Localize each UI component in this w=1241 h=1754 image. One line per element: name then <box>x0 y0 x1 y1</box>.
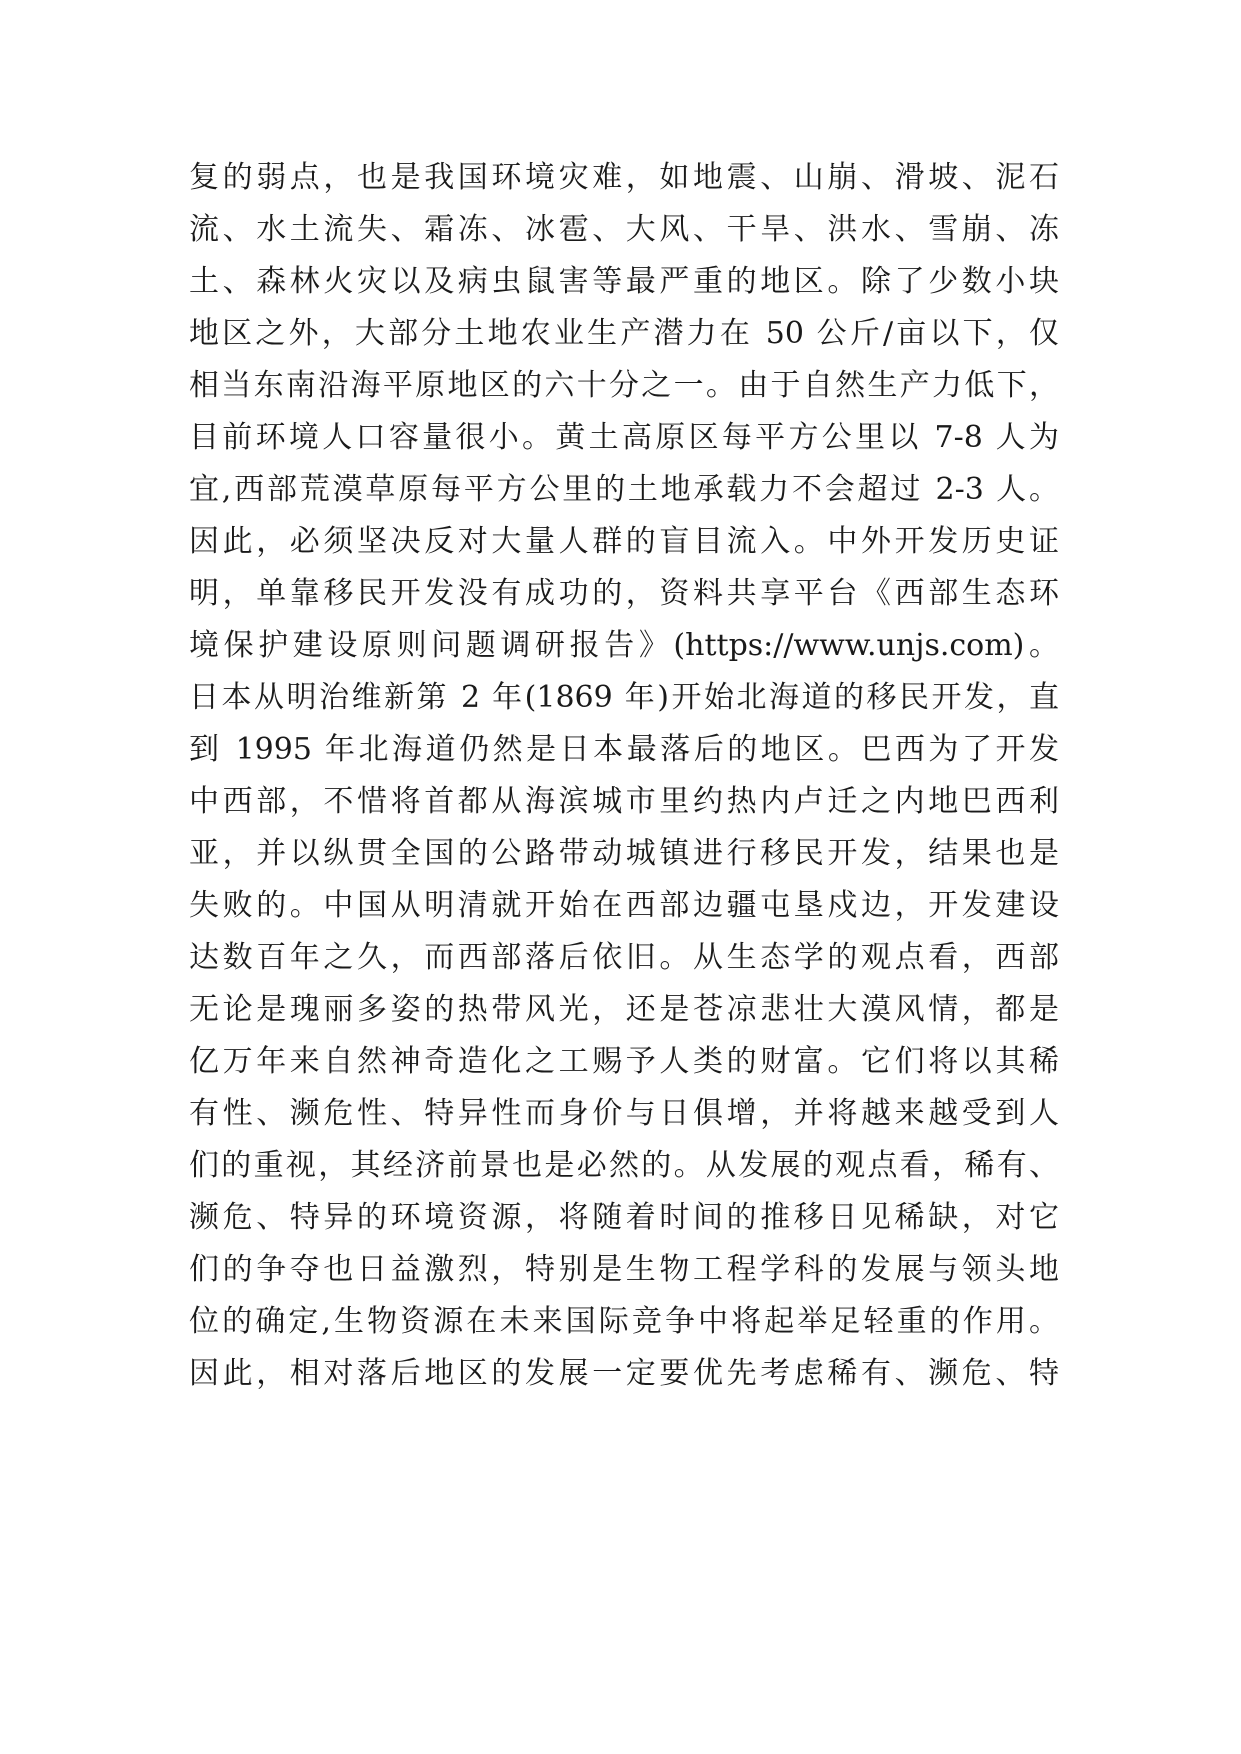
text-line: 达数百年之久，而西部落后依旧。从生态学的观点看，西部 <box>189 940 1059 975</box>
text-line: 无论是瑰丽多姿的热带风光，还是苍凉悲壮大漠风情，都是 <box>189 992 1059 1027</box>
text-line: 亚，并以纵贯全国的公路带动城镇进行移民开发，结果也是 <box>189 836 1059 871</box>
text-line: 中西部，不惜将首都从海滨城市里约热内卢迁之内地巴西利 <box>189 784 1059 819</box>
text-line: 境保护建设原则问题调研报告》(https://www.unjs.com)。 <box>189 628 1059 663</box>
body-paragraph <box>189 152 1059 1400</box>
text-line: 有性、濒危性、特异性而身价与日俱增，并将越来越受到人 <box>189 1096 1059 1131</box>
text-line: 流、水土流失、霜冻、冰雹、大风、干旱、洪水、雪崩、冻 <box>189 212 1059 247</box>
text-line: 土、森林火灾以及病虫鼠害等最严重的地区。除了少数小块 <box>189 264 1059 299</box>
text-line: 目前环境人口容量很小。黄土高原区每平方公里以 7-8 人为 <box>189 420 1059 455</box>
text-line: 亿万年来自然神奇造化之工赐予人类的财富。它们将以其稀 <box>189 1044 1059 1079</box>
text-line: 复的弱点，也是我国环境灾难，如地震、山崩、滑坡、泥石 <box>189 160 1059 195</box>
text-line: 到 1995 年北海道仍然是日本最落后的地区。巴西为了开发 <box>189 732 1059 767</box>
text-line: 失败的。中国从明清就开始在西部边疆屯垦戍边，开发建设 <box>189 888 1059 923</box>
text-line: 宜,西部荒漠草原每平方公里的土地承载力不会超过 2-3 人。 <box>189 472 1059 507</box>
text-line: 因此，必须坚决反对大量人群的盲目流入。中外开发历史证 <box>189 524 1059 559</box>
text-line: 因此，相对落后地区的发展一定要优先考虑稀有、濒危、特 <box>189 1356 1059 1391</box>
text-line: 们的争夺也日益激烈，特别是生物工程学科的发展与领头地 <box>189 1252 1059 1287</box>
text-line: 相当东南沿海平原地区的六十分之一。由于自然生产力低下， <box>189 368 1059 403</box>
text-line: 地区之外，大部分土地农业生产潜力在 50 公斤/亩以下，仅 <box>189 316 1059 351</box>
text-line: 濒危、特异的环境资源，将随着时间的推移日见稀缺，对它 <box>189 1200 1059 1235</box>
text-line: 日本从明治维新第 2 年(1869 年)开始北海道的移民开发，直 <box>189 680 1059 715</box>
text-line: 明，单靠移民开发没有成功的，资料共享平台《西部生态环 <box>189 576 1059 611</box>
text-line: 们的重视，其经济前景也是必然的。从发展的观点看，稀有、 <box>189 1148 1059 1183</box>
text-line: 位的确定,生物资源在未来国际竞争中将起举足轻重的作用。 <box>189 1304 1059 1339</box>
